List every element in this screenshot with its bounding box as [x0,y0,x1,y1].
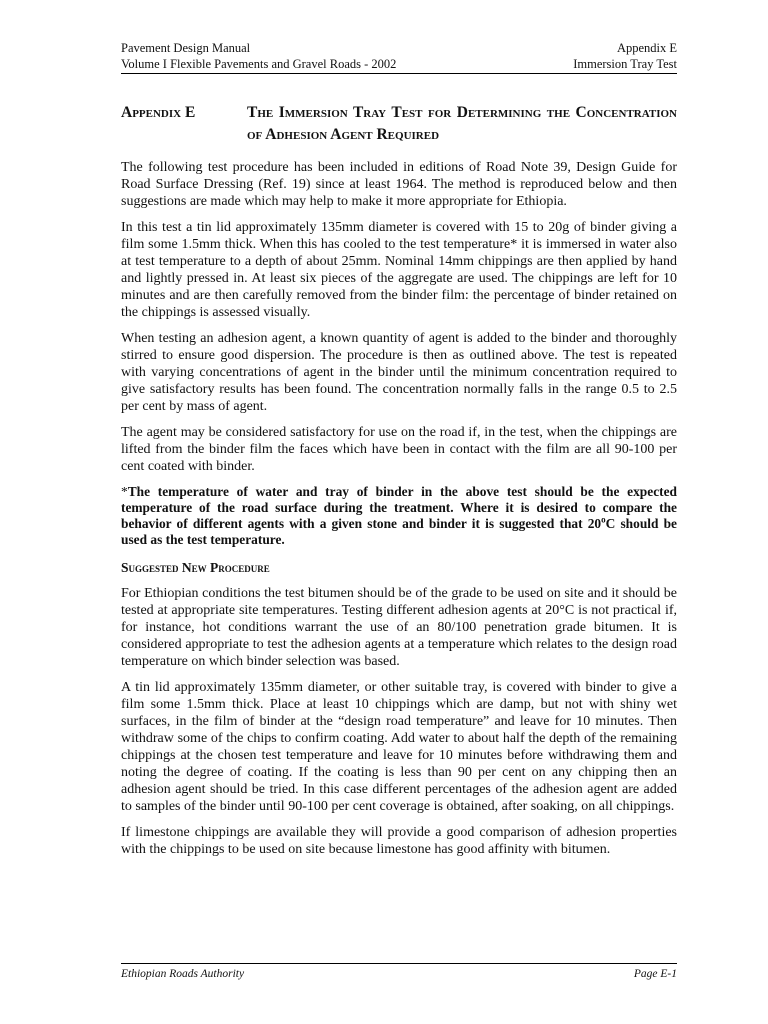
subheading-new-procedure: Suggested New Procedure [121,560,270,575]
running-footer [121,963,677,981]
note-text-before: The temperature of water and tray of binder in the above test should be the expected temperature of the road surface during the treatment. Where it is desired to compare the behavior of different agents with a given stone and binder it is suggested that 20 [121,484,677,531]
appendix-title [121,102,677,146]
appendix-label: Appendix E [121,104,196,121]
paragraph-test-method: In this test a tin lid approximately 135mm diameter is covered with 15 to 20g of binder giving a film some 1.5mm thick. When this has cooled to the test temperature* it is immersed in water also at test temperature to a depth of about 25mm. Nominal 14mm chippings are then applied by hand and lightly pressed in. At least six pieces of the aggregate are used. The chippings are left for 10 minutes and are then carefully removed from the binder film: the percentage of binder retained on the chippings is assessed visually. [121,220,677,320]
paragraph-limestone: If limestone chippings are available they will provide a good comparison of adhesion properties with the chippings to be used on site because limestone has good affinity with bitumen. [121,825,677,857]
page-number: Page E-1 [633,968,677,980]
temperature-note [121,484,677,548]
footer-divider [121,963,677,964]
paragraph-adhesion-agent: When testing an adhesion agent, a known quantity of agent is added to the binder and thoroughly stirred to ensure good dispersion. The procedure is then as outlined above. The test is repeated with varying concentrations of agent in the binder until the minimum concentration required to give satisfactory results has been found. The concentration normally falls in the range 0.5 to 2.5 per cent by mass of agent. [121,331,677,414]
header-appendix: Appendix E [616,41,677,55]
header-section: Immersion Tray Test [573,57,677,71]
page-content [121,40,677,858]
note-asterisk: * [121,484,128,499]
paragraph-intro: The following test procedure has been included in editions of Road Note 39, Design Guide for Road Surface Dressing (Ref. 19) since at least 1964. The method is reproduced below and then suggestions are made which may help to make it more appropriate for Ethiopia. [121,160,677,209]
note-text-after: C should be used as the test temperature. [121,516,678,547]
header-divider [121,73,677,74]
degree-sign: o [601,514,606,525]
running-header [121,40,677,72]
paragraph-acceptance: The agent may be considered satisfactory for use on the road if, in the test, when the chippings are lifted from the binder film the faces which have been in contact with the film are all 90-100 per cent coated with binder. [121,425,677,474]
paragraph-new-method: A tin lid approximately 135mm diameter, or other suitable tray, is covered with binder to give a film some 1.5mm thick. Place at least 10 chippings which are damp, but not with shiny wet surfaces, in the film of binder at the “design road temperature” and leave for 10 minutes. Then withdraw some of the chips to confirm coating. Add water to about half the depth of the remaining chippings at the chosen test temperature and leave for 10 minutes before withdrawing them and noting the degree of coating. If the coating is less than 90 per cent on any chipping then an adhesion agent should be tried. In this case different percentages of the adhesion agent are added to samples of the binder until 90-100 per cent coverage is obtained, after soaking, on all chippings. [121,680,677,814]
header-right [573,40,677,72]
header-volume: Volume I Flexible Pavements and Gravel Roads - 2002 [121,57,397,71]
footer-publisher: Ethiopian Roads Authority [121,968,245,980]
appendix-heading: The Immersion Tray Test for Determining the Concentration of Adhesion Agent Required [247,104,677,143]
paragraph-ethiopian-conditions: For Ethiopian conditions the test bitumen should be of the grade to be used on site and it should be tested at appropriate site temperatures. Testing different adhesion agents at 20°C is not practical if, for instance, hot conditions warrant the use of an 80/100 penetration grade bitumen. It is considered appropriate to test the adhesion agents at a temperature which relates to the design road temperature on which binder selection was based. [121,586,677,669]
header-manual-title: Pavement Design Manual [121,41,251,55]
header-left [121,40,396,72]
